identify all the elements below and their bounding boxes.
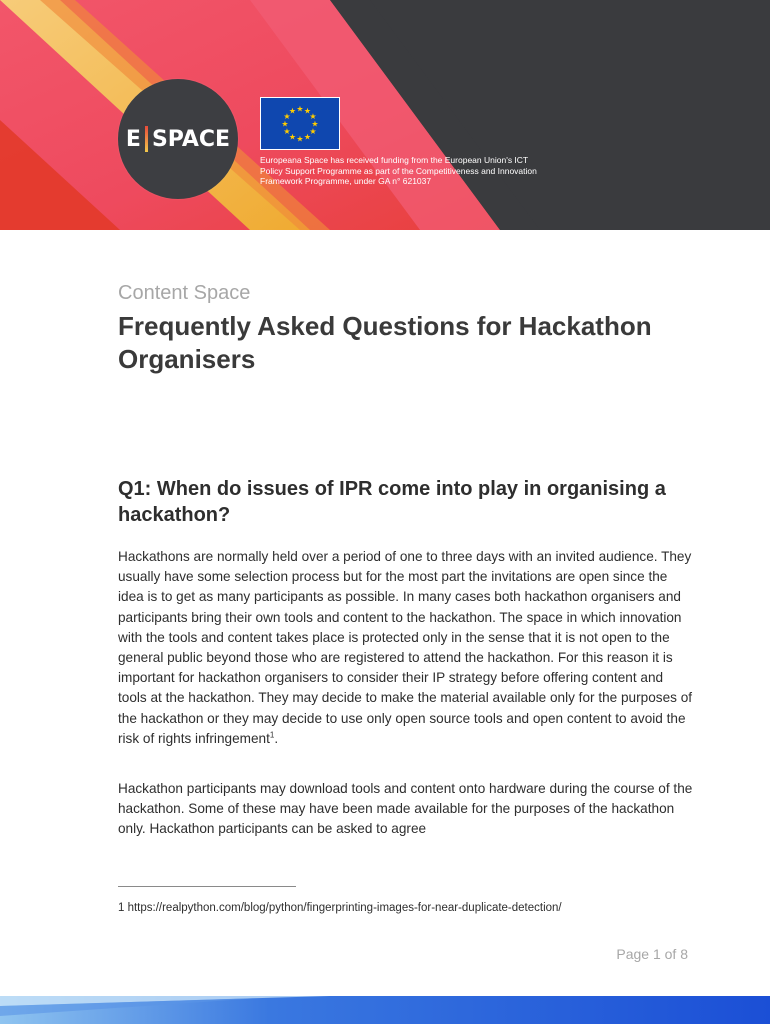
document-title: Frequently Asked Questions for Hackathon Organisers [118, 311, 652, 374]
eu-stars [261, 98, 339, 149]
eu-star: ★ [296, 104, 304, 114]
eu-funding-notice: Europeana Space has received funding from the European Union's ICT Policy Support Programme as part of the Competitiveness and Innovation Framework Programme, under GA n° 621037 [260, 155, 537, 186]
eu-star: ★ [283, 127, 291, 136]
page-number: Page 1 of 8 [616, 946, 688, 962]
logo-letter: E [125, 126, 141, 152]
logo-divider [145, 126, 148, 152]
eu-star: ★ [283, 112, 291, 121]
banner-background [0, 0, 770, 230]
footer-graphic [0, 996, 770, 1024]
footnote-divider [118, 886, 296, 887]
eu-flag-icon [260, 97, 340, 150]
question-heading: Q1: When do issues of IPR come into play in organising a hackathon? [118, 478, 666, 526]
eu-star: ★ [309, 112, 317, 121]
paragraph-1-text: Hackathons are normally held over a period of one to three days with an invited audience. They usually have some selection process but for the most part the invitations are open since the idea is to get as many participants as possible. In many cases both hackathon organisers and participants bring their own tools and content to the hackathon. The space in which innovation with the tools and content takes place is protected only in the sense that it is not open to the general public beyond those who are registered to attend the hackathon. For this reason it is important for hackathon organisers to consider their IP strategy before offering content and tools at the hackathon. They may decide to make the material available only for the purposes of the hackathon or they may decide to use only open source tools and open content to avoid the risk of rights infringement [118, 549, 693, 746]
eu-star: ★ [303, 132, 312, 142]
espace-logo-icon [118, 79, 238, 199]
footnote-ref[interactable]: 1 [269, 730, 275, 740]
eu-star: ★ [296, 134, 304, 144]
eu-star: ★ [311, 119, 319, 129]
footer-bar [0, 996, 770, 1024]
header-banner [0, 0, 770, 230]
paragraph-2: Hackathon participants may download tools and content onto hardware during the course of the hackathon. Some of these may have been made available for the purposes of the hackathon only. Hackathon participants can be asked to agree [118, 781, 693, 837]
eu-star: ★ [288, 106, 297, 116]
footnote: 1 https://realpython.com/blog/python/fingerprinting-images-for-near-duplicate-detection/ [118, 902, 562, 914]
paragraph-1 [118, 547, 693, 749]
eu-star: ★ [309, 127, 317, 136]
eu-star: ★ [288, 132, 297, 142]
paragraph-1-end: . [274, 730, 279, 746]
eu-star: ★ [303, 106, 312, 116]
logo-word: SPACE [151, 126, 231, 152]
document-category: Content Space [118, 282, 251, 304]
eu-star: ★ [281, 119, 289, 129]
